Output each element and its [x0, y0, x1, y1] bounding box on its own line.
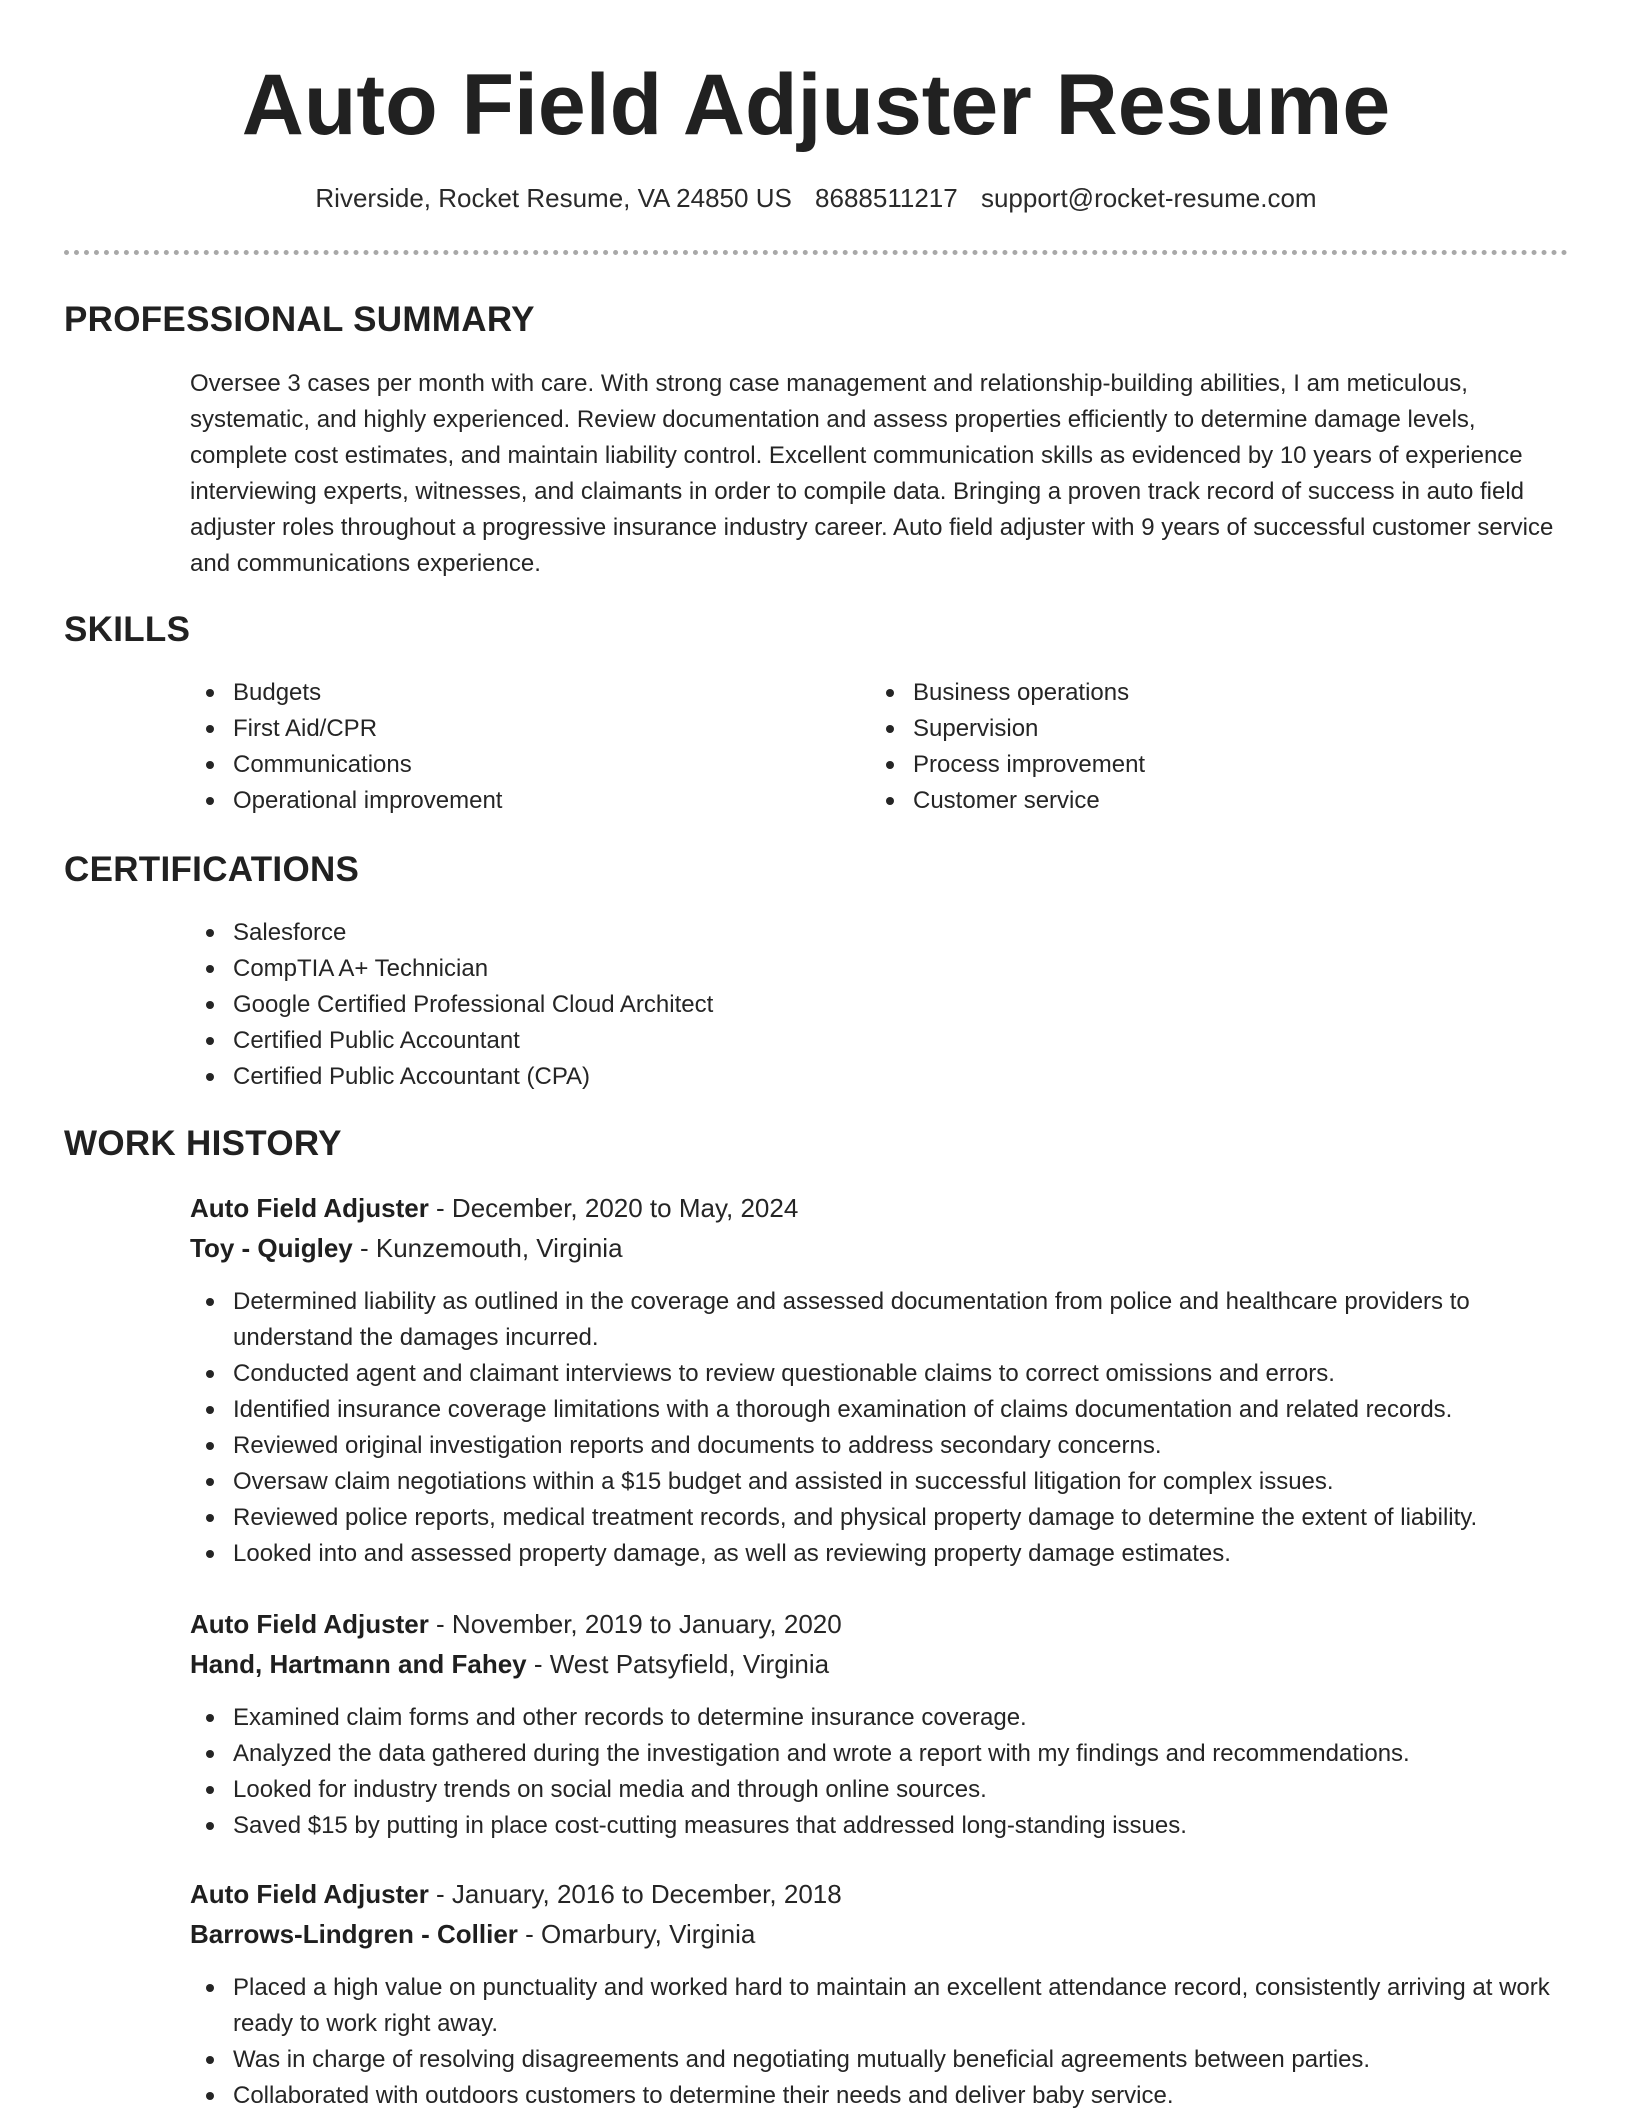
job-separator: - [526, 1649, 550, 1679]
skill-item: Operational improvement [190, 783, 810, 819]
skills-heading: SKILLS [64, 610, 191, 649]
job-bullet: Determined liability as outlined in the coverage and assessed documentation from police and healthcare providers to understand the damages incurred. [190, 1284, 1570, 1356]
summary-text: Oversee 3 cases per month with care. With strong case management and relationship-building abilities, I am meticulous, systematic, and highly experienced. Review documentation and assess properties efficiently to determine damage levels, complete cost estimates, and maintain liability control. Excellent communication skills as evidenced by 10 years of experience interviewing experts, witnesses, and claimants in order to compile data. Bringing a proven track record of success in auto field adjuster roles throughout a progressive insurance industry career. Auto field adjuster with 9 years of successful customer service and communications experience. [190, 370, 1554, 577]
contact-phone: 8688511217 [815, 183, 958, 213]
job-company: Barrows-Lindgren - Collier [190, 1919, 518, 1949]
job-bullet: Reviewed original investigation reports and documents to address secondary concerns. [190, 1428, 1570, 1464]
job-title: Auto Field Adjuster [190, 1609, 429, 1639]
skill-item: Business operations [870, 675, 1490, 711]
contact-email: support@rocket-resume.com [980, 183, 1317, 213]
job-separator: - [428, 1879, 452, 1909]
job-title-line [190, 1876, 842, 1912]
job-dates: December, 2020 to May, 2024 [451, 1193, 799, 1223]
job-bullet: Oversaw claim negotiations within a $15 budget and assisted in successful litigation for complex issues. [190, 1464, 1570, 1500]
job-company: Hand, Hartmann and Fahey [190, 1649, 527, 1679]
job-separator: - [428, 1193, 452, 1223]
job-bullets [190, 1284, 1570, 1572]
job-title: Auto Field Adjuster [190, 1879, 429, 1909]
job-dates: November, 2019 to January, 2020 [451, 1609, 842, 1639]
job-bullet: Reviewed police reports, medical treatment records, and physical property damage to determine the extent of liability. [190, 1500, 1570, 1536]
job-bullet: Placed a high value on punctuality and worked hard to maintain an excellent attendance record, consistently arriving at work ready to work right away. [190, 1970, 1570, 2042]
certification-item: Certified Public Accountant [190, 1023, 1190, 1059]
job-separator: - [428, 1609, 452, 1639]
skill-item: First Aid/CPR [190, 711, 810, 747]
certification-item: Salesforce [190, 915, 1190, 951]
skill-item: Customer service [870, 783, 1490, 819]
job-bullet: Conducted agent and claimant interviews to review questionable claims to correct omissions and errors. [190, 1356, 1570, 1392]
job-location: West Patsyfield, Virginia [549, 1649, 830, 1679]
skill-item: Supervision [870, 711, 1490, 747]
certification-item: Certified Public Accountant (CPA) [190, 1059, 1190, 1095]
skill-item: Budgets [190, 675, 810, 711]
certifications-heading: CERTIFICATIONS [64, 850, 360, 889]
job-company-line [190, 1230, 623, 1266]
skill-item: Communications [190, 747, 810, 783]
certification-item: Google Certified Professional Cloud Architect [190, 987, 1190, 1023]
job-bullet: Looked for industry trends on social media and through online sources. [190, 1772, 1570, 1808]
job-company-line [190, 1916, 755, 1952]
skills-list-right [870, 675, 1490, 819]
summary-heading: PROFESSIONAL SUMMARY [64, 300, 535, 339]
job-bullet: Identified insurance coverage limitations with a thorough examination of claims documentation and related records. [190, 1392, 1570, 1428]
job-title-line [190, 1606, 842, 1642]
job-dates: January, 2016 to December, 2018 [451, 1879, 842, 1909]
job-company-line [190, 1646, 829, 1682]
certifications-list [190, 915, 1190, 1095]
job-company: Toy - Quigley [190, 1233, 353, 1263]
job-bullet: Collaborated with outdoors customers to determine their needs and deliver baby service. [190, 2078, 1570, 2112]
job-bullet: Analyzed the data gathered during the investigation and wrote a report with my findings and recommendations. [190, 1736, 1570, 1772]
skills-list-left [190, 675, 810, 819]
job-location: Omarbury, Virginia [541, 1919, 756, 1949]
skill-item: Process improvement [870, 747, 1490, 783]
resume-title: Auto Field Adjuster Resume [241, 57, 1391, 153]
job-bullet: Saved $15 by putting in place cost-cutting measures that addressed long-standing issues. [190, 1808, 1570, 1844]
work-history-heading: WORK HISTORY [64, 1124, 342, 1163]
job-bullets [190, 1700, 1570, 1844]
job-title-line [190, 1190, 798, 1226]
contact-address: Riverside, Rocket Resume, VA 24850 US [315, 183, 792, 213]
job-separator: - [517, 1919, 542, 1949]
job-location: Kunzemouth, Virginia [375, 1233, 623, 1263]
job-bullet: Looked into and assessed property damage, as well as reviewing property damage estimates. [190, 1536, 1570, 1572]
header-divider [64, 250, 1568, 255]
certification-item: CompTIA A+ Technician [190, 951, 1190, 987]
contact-line [0, 180, 1632, 216]
job-bullet: Examined claim forms and other records to determine insurance coverage. [190, 1700, 1570, 1736]
job-title: Auto Field Adjuster [190, 1193, 429, 1223]
job-separator: - [352, 1233, 376, 1263]
job-bullets [190, 1970, 1570, 2112]
job-bullet: Was in charge of resolving disagreements and negotiating mutually beneficial agreements between parties. [190, 2042, 1570, 2078]
